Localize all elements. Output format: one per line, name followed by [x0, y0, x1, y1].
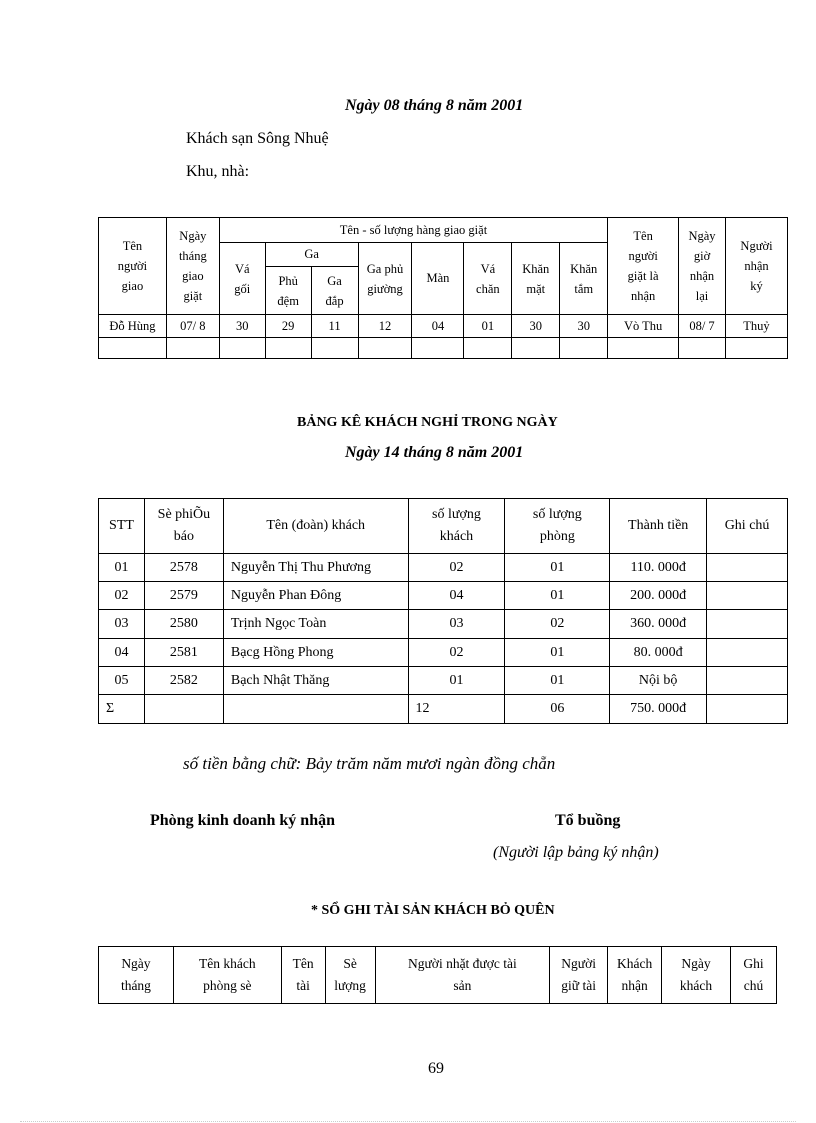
cell: [265, 338, 311, 359]
cell: [219, 338, 265, 359]
header-pillow: Vá gối: [219, 243, 265, 315]
cell: Bạch Nhật Thăng: [223, 667, 408, 695]
header-signer: Người nhận ký: [725, 218, 787, 315]
cell: Thuỷ: [725, 315, 787, 338]
cell: 2582: [144, 667, 223, 695]
header-guest-name: Tên (đoàn) khách: [223, 499, 408, 554]
cell: 03: [408, 610, 505, 639]
cell: Vò Thu: [608, 315, 679, 338]
cell: 01: [505, 554, 610, 582]
signature-left: Phòng kinh doanh ký nhận: [150, 812, 335, 829]
cell: 30: [560, 315, 608, 338]
header-amount: Thành tiền: [610, 499, 707, 554]
table-row: [99, 338, 788, 359]
header-guest-date: Ngày khách: [662, 947, 731, 1004]
cell: 29: [265, 315, 311, 338]
cell: 02: [505, 610, 610, 639]
cell: [311, 338, 358, 359]
cell: [608, 338, 679, 359]
table-row: [99, 667, 788, 695]
table-row: [99, 582, 788, 610]
amount-in-words: số tiền bằng chữ: Bảy trăm năm mươi ngàn đồng chẵn: [183, 754, 556, 773]
cell: 200. 000đ: [610, 582, 707, 610]
header-ticket: Sè phiÕu báo: [144, 499, 223, 554]
cell: 01: [408, 667, 505, 695]
header-date: Ngày tháng: [99, 947, 174, 1004]
header-items-group: Tên - số lượng hàng giao giặt: [219, 218, 607, 243]
total-amount: 750. 000đ: [610, 695, 707, 724]
cell: [707, 695, 788, 724]
cell: [707, 667, 788, 695]
header-va-chan: Vá chăn: [464, 243, 512, 315]
cell: 11: [311, 315, 358, 338]
header-note: Ghi chú: [707, 499, 788, 554]
guest-table: [98, 498, 788, 724]
cell: [707, 610, 788, 639]
cell: 02: [99, 582, 145, 610]
table-row: [99, 315, 788, 338]
table-row: [99, 610, 788, 639]
header-return-date: Ngày giờ nhận lại: [679, 218, 726, 315]
cell: [707, 582, 788, 610]
cell: [512, 338, 560, 359]
header-send-date: Ngày tháng giao giặt: [166, 218, 219, 315]
cell: [358, 338, 412, 359]
cell: Đỗ Hùng: [99, 315, 167, 338]
header-stt: STT: [99, 499, 145, 554]
header-khan-mat: Khăn mặt: [512, 243, 560, 315]
guest-section-date: Ngày 14 tháng 8 năm 2001: [345, 444, 524, 461]
cell: 2579: [144, 582, 223, 610]
cell: [679, 338, 726, 359]
cell: 01: [505, 582, 610, 610]
sum-symbol: Σ: [99, 695, 145, 724]
guest-section-title: BẢNG KÊ KHÁCH NGHỈ TRONG NGÀY: [297, 415, 558, 430]
cell: 02: [408, 554, 505, 582]
header-ga-phu-giuong: Ga phủ giường: [358, 243, 412, 315]
cell: Nội bộ: [610, 667, 707, 695]
header-finder: Người nhặt được tài sản: [375, 947, 550, 1004]
header-keeper: Người giữ tài: [550, 947, 608, 1004]
cell: 07/ 8: [166, 315, 219, 338]
header-giver: Tên người giao: [99, 218, 167, 315]
cell: [707, 554, 788, 582]
cell: [99, 338, 167, 359]
cell: 30: [512, 315, 560, 338]
cell: 02: [408, 639, 505, 667]
cell: [560, 338, 608, 359]
cell: 08/ 7: [679, 315, 726, 338]
header-note: Ghi chú: [730, 947, 776, 1004]
header-man: Màn: [412, 243, 464, 315]
total-guests: 12: [408, 695, 505, 724]
header-guest-count: số lượng khách: [408, 499, 505, 554]
cell: Nguyễn Thị Thu Phương: [223, 554, 408, 582]
cell: 80. 000đ: [610, 639, 707, 667]
hotel-name: Khách sạn Sông Nhuệ: [186, 130, 329, 147]
header-item-name: Tên tài: [281, 947, 325, 1004]
header-room-count: số lượng phòng: [505, 499, 610, 554]
cell: 2578: [144, 554, 223, 582]
cell: [464, 338, 512, 359]
cell: 05: [99, 667, 145, 695]
signature-right: Tổ buồng: [555, 812, 621, 829]
cell: 04: [99, 639, 145, 667]
cell: 2580: [144, 610, 223, 639]
cell: 2581: [144, 639, 223, 667]
total-rooms: 06: [505, 695, 610, 724]
cell: 04: [408, 582, 505, 610]
cell: Nguyễn Phan Đông: [223, 582, 408, 610]
report-date: Ngày 08 tháng 8 năm 2001: [345, 97, 524, 114]
lost-items-table: [98, 946, 777, 1004]
cell: 110. 000đ: [610, 554, 707, 582]
table-row: [99, 639, 788, 667]
cell: 01: [505, 667, 610, 695]
cell: 01: [505, 639, 610, 667]
cell: [166, 338, 219, 359]
total-row: [99, 695, 788, 724]
cell: 03: [99, 610, 145, 639]
cell: 360. 000đ: [610, 610, 707, 639]
header-ga: Ga: [265, 243, 358, 267]
signature-right-sub: (Người lập bảng ký nhận): [493, 844, 659, 861]
table-row: [99, 554, 788, 582]
cell: 01: [464, 315, 512, 338]
cell: [412, 338, 464, 359]
cell: 01: [99, 554, 145, 582]
laundry-table: [98, 217, 788, 359]
cell: [223, 695, 408, 724]
cell: 04: [412, 315, 464, 338]
cell: [707, 639, 788, 667]
cell: Bạcg Hồng Phong: [223, 639, 408, 667]
header-guest-received: Khách nhận: [608, 947, 662, 1004]
header-guest-room: Tên khách phòng sè: [173, 947, 281, 1004]
header-ga-dap: Ga đắp: [311, 267, 358, 315]
lost-section-title: * SỔ GHI TÀI SẢN KHÁCH BỎ QUÊN: [311, 903, 555, 918]
cell: [725, 338, 787, 359]
area-label: Khu, nhà:: [186, 163, 250, 180]
cell: 12: [358, 315, 412, 338]
page-number: 69: [428, 1060, 444, 1077]
header-phu-dem: Phủ đệm: [265, 267, 311, 315]
cell: [144, 695, 223, 724]
page-bottom-divider: [20, 1121, 796, 1122]
header-receiver: Tên người giặt là nhận: [608, 218, 679, 315]
header-quantity: Sè lượng: [325, 947, 375, 1004]
header-khan-tam: Khăn tắm: [560, 243, 608, 315]
cell: Trịnh Ngọc Toàn: [223, 610, 408, 639]
cell: 30: [219, 315, 265, 338]
